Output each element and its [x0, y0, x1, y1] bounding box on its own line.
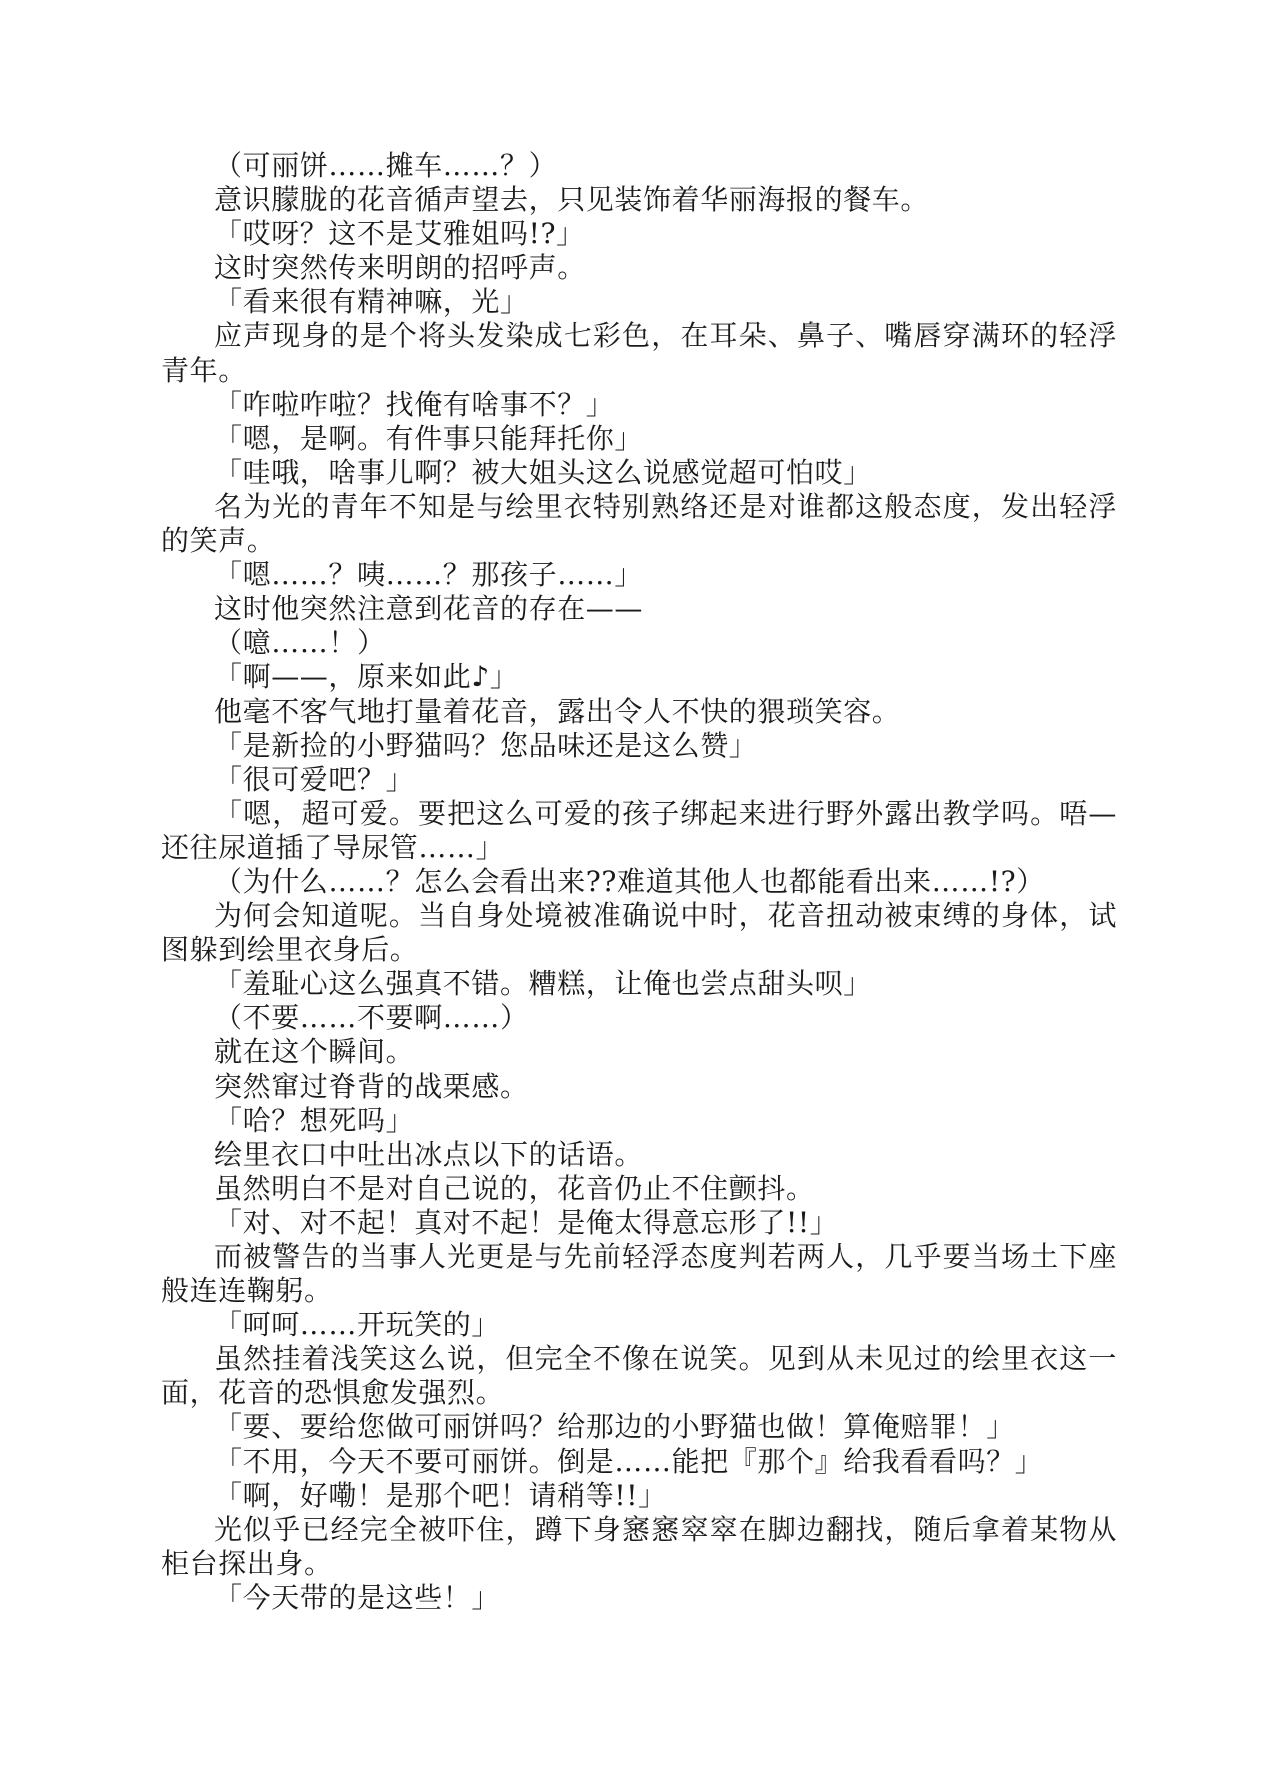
text-line: 「看来很有精神嘛，光」 — [214, 285, 529, 319]
paragraph — [161, 1513, 1117, 1581]
text-line: 意识朦胧的花音循声望去，只见装饰着华丽海报的餐车。 — [214, 183, 930, 217]
text-line: 「不用，今天不要可丽饼。倒是……能把『那个』给我看看吗？」 — [214, 1444, 1044, 1478]
paragraph — [161, 319, 1117, 387]
paragraph — [161, 1172, 1117, 1206]
text-line: 般连连鞠躬。 — [161, 1274, 333, 1308]
paragraph — [161, 695, 1117, 729]
paragraph — [161, 1445, 1117, 1479]
text-line: 绘里衣口中吐出冰点以下的话语。 — [214, 1137, 644, 1171]
text-line: 光似乎已经完全被吓住，蹲下身窸窸窣窣在脚边翻找，随后拿着某物从 — [214, 1512, 1117, 1546]
text-line: 而被警告的当事人光更是与先前轻浮态度判若两人，几乎要当场土下座 — [214, 1240, 1117, 1273]
text-line: （噫……！） — [214, 626, 386, 660]
paragraph — [161, 1479, 1117, 1513]
paragraph — [161, 1342, 1117, 1410]
paragraph — [161, 865, 1117, 899]
text-line: 虽然挂着浅笑这么说，但完全不像在说笑。见到从未见过的绘里衣这一 — [214, 1342, 1117, 1376]
paragraph — [161, 1001, 1117, 1035]
text-line: 为何会知道呢。当自身处境被准确说中时，花音扭动被束缚的身体，试 — [214, 899, 1117, 933]
paragraph — [161, 1410, 1117, 1444]
paragraph — [161, 558, 1117, 592]
paragraph — [161, 660, 1117, 694]
paragraph — [161, 967, 1117, 1001]
paragraph — [161, 251, 1117, 285]
paragraph — [161, 592, 1117, 626]
paragraph — [161, 422, 1117, 456]
text-line: （为什么……？怎么会看出来??难道其他人也都能看出来……!?） — [214, 864, 1045, 898]
paragraph — [161, 217, 1117, 251]
paragraph — [161, 626, 1117, 660]
text-line: 「咋啦咋啦？找俺有啥事不？」 — [214, 387, 615, 421]
paragraph — [161, 1104, 1117, 1138]
text-line: 就在这个瞬间。 — [214, 1035, 415, 1069]
paragraph — [161, 1206, 1117, 1240]
text-line: 「今天带的是这些！」 — [214, 1580, 501, 1614]
text-body — [161, 149, 1117, 1615]
text-line: 「嗯……？咦……？那孩子……」 — [214, 558, 644, 592]
paragraph — [161, 1070, 1117, 1104]
text-line: 「嗯，是啊。有件事只能拜托你」 — [214, 421, 644, 455]
text-line: 柜台探出身。 — [161, 1546, 333, 1580]
paragraph — [161, 1308, 1117, 1342]
paragraph — [161, 388, 1117, 422]
paragraph — [161, 1035, 1117, 1069]
paragraph — [161, 149, 1117, 183]
paragraph — [161, 285, 1117, 319]
text-line: 「很可爱吧？」 — [214, 762, 415, 796]
text-line: 还往尿道插了导尿管……」 — [161, 830, 505, 864]
text-line: 「哈？想死吗」 — [214, 1103, 415, 1137]
text-line: 「要、要给您做可丽饼吗？给那边的小野猫也做！算俺赔罪！」 — [214, 1410, 1015, 1444]
text-line: （可丽饼……摊车……？） — [214, 149, 558, 182]
paragraph — [161, 183, 1117, 217]
paragraph — [161, 1138, 1117, 1172]
text-line: 「羞耻心这么强真不错。糟糕，让俺也尝点甜头呗」 — [214, 967, 872, 1001]
paragraph — [161, 729, 1117, 763]
paragraph — [161, 1240, 1117, 1308]
text-line: 「哎呀？这不是艾雅姐吗!?」 — [214, 217, 585, 251]
text-line: 图躲到绘里衣身后。 — [161, 933, 419, 967]
text-line: 「是新捡的小野猫吗？您品味还是这么赞」 — [214, 728, 758, 762]
paragraph — [161, 1581, 1117, 1615]
text-line: 「啊——，原来如此♪」 — [214, 660, 519, 694]
paragraph — [161, 763, 1117, 797]
text-line: 「呵呵……开玩笑的」 — [214, 1308, 501, 1342]
paragraph — [161, 899, 1117, 967]
paragraph — [161, 456, 1117, 490]
text-line: 面，花音的恐惧愈发强烈。 — [161, 1376, 505, 1410]
paragraph — [161, 797, 1117, 865]
text-line: 「啊，好嘞！是那个吧！请稍等!!」 — [214, 1478, 667, 1512]
text-line: 青年。 — [161, 353, 247, 387]
text-line: 的笑声。 — [161, 524, 276, 558]
text-line: 「哇哦，啥事儿啊？被大姐头这么说感觉超可怕哎」 — [214, 455, 872, 489]
text-line: 这时他突然注意到花音的存在—— — [214, 592, 644, 626]
text-line: （不要……不要啊……） — [214, 1001, 529, 1035]
text-line: 「对、对不起！真对不起！是俺太得意忘形了!!」 — [214, 1205, 839, 1239]
paragraph — [161, 490, 1117, 558]
text-line: 这时突然传来明朗的招呼声。 — [214, 251, 586, 285]
text-line: 「嗯，超可爱。要把这么可爱的孩子绑起来进行野外露出教学吗。唔— — [214, 796, 1117, 830]
text-line: 虽然明白不是对自己说的，花音仍止不住颤抖。 — [214, 1171, 815, 1205]
text-line: 应声现身的是个将头发染成七彩色，在耳朵、鼻子、嘴唇穿满环的轻浮 — [214, 319, 1117, 353]
text-line: 突然窜过脊背的战栗感。 — [214, 1069, 529, 1103]
text-line: 他毫不客气地打量着花音，露出令人不快的猥琐笑容。 — [214, 694, 901, 728]
text-line: 名为光的青年不知是与绘里衣特别熟络还是对谁都这般态度，发出轻浮 — [214, 489, 1117, 523]
